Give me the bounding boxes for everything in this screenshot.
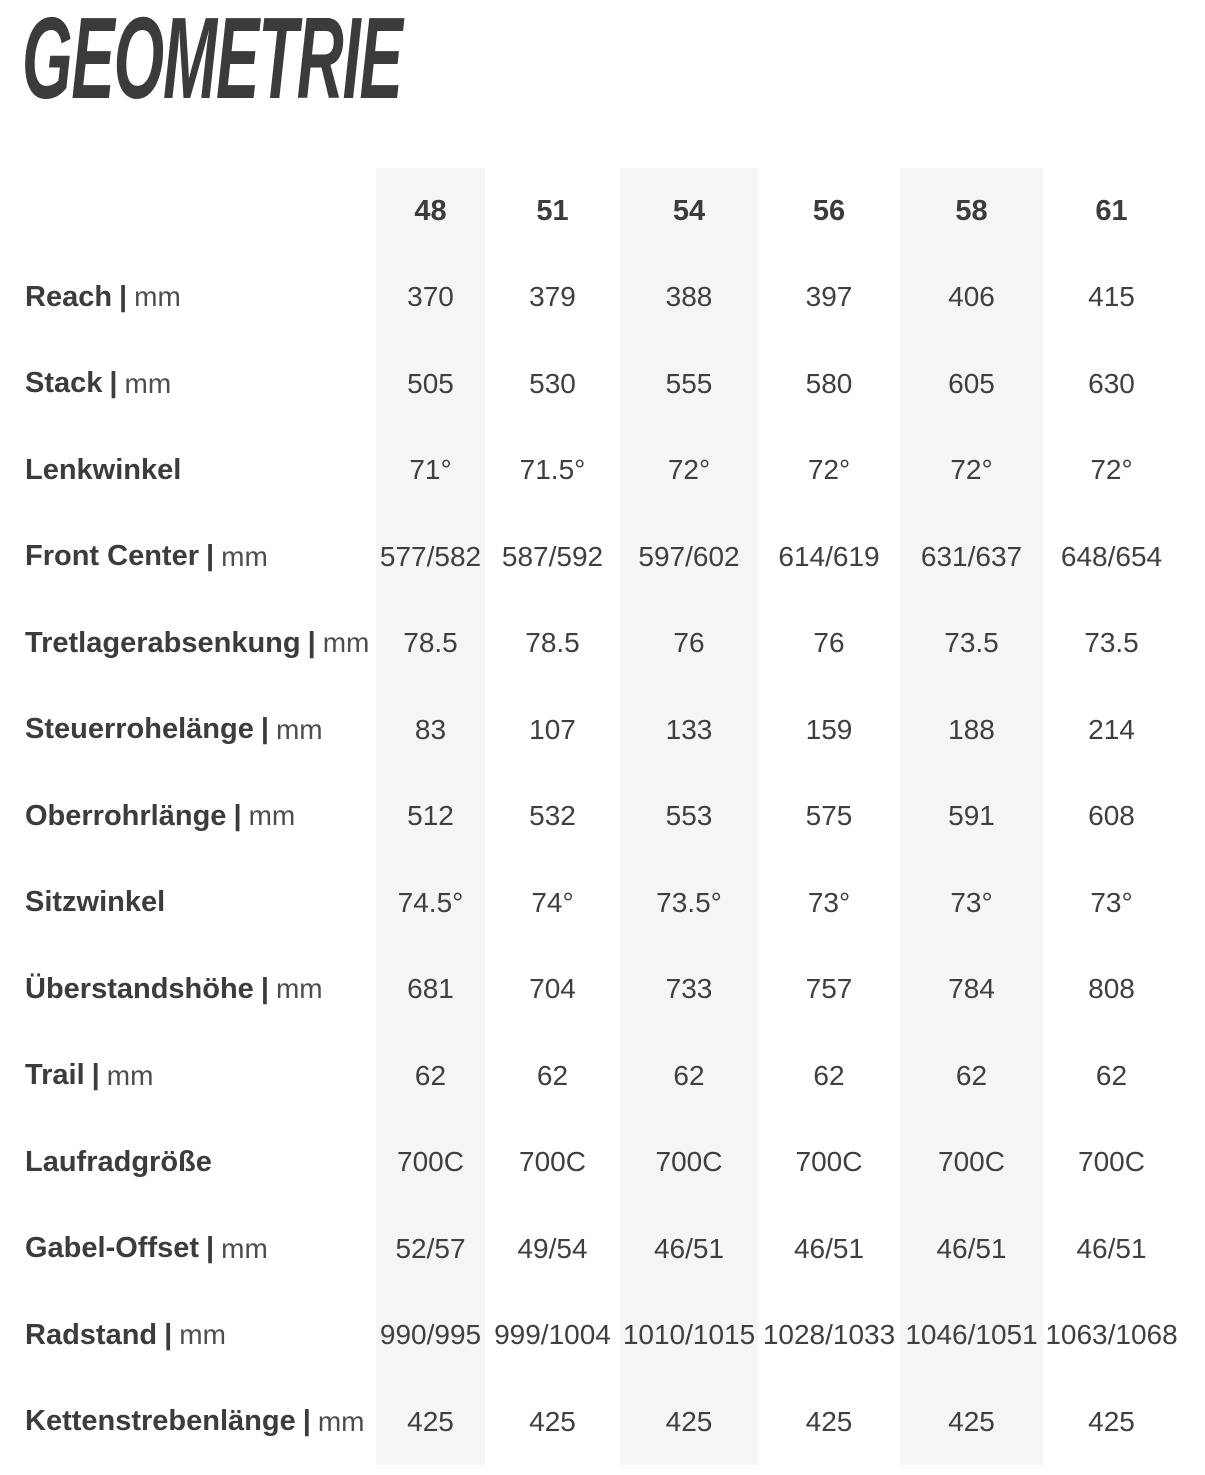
value-cell: 71.5° (519, 454, 586, 486)
row-label-text: Trail (25, 1059, 85, 1092)
value-cell: 74° (531, 886, 574, 918)
value-cell: 62 (620, 1033, 758, 1120)
value-cell: 425 (900, 1379, 1043, 1466)
unit-separator: | (206, 540, 215, 573)
value-cell: 425 (805, 1405, 853, 1437)
row-unit: mm (248, 800, 296, 832)
value-cell: 107 (529, 713, 576, 745)
column-header-56: 56 (812, 194, 846, 227)
value-cell: 388 (620, 254, 758, 341)
value-cell: 62 (376, 1033, 485, 1120)
value-cell: 631/637 (900, 514, 1043, 601)
row-label (0, 773, 376, 860)
value-cell: 704 (529, 973, 576, 1005)
value-cell: 700C (620, 1119, 758, 1206)
row-label (0, 427, 376, 514)
value-cell: 74.5° (376, 860, 485, 947)
row-label (0, 1033, 376, 1120)
value-cell: 575 (805, 800, 853, 832)
unit-separator: | (233, 799, 242, 832)
value-cell: 379 (529, 281, 576, 313)
value-cell: 83 (376, 687, 485, 774)
value-cell: 614/619 (778, 540, 880, 572)
value-cell: 73.5 (1084, 627, 1139, 659)
column-header-58: 58 (900, 168, 1043, 254)
row-unit: mm (275, 713, 323, 745)
value-cell: 62 (1095, 1059, 1128, 1091)
row-label-text: Lenkwinkel (25, 453, 182, 486)
value-cell: 591 (900, 773, 1043, 860)
value-cell: 1010/1015 (620, 1292, 758, 1379)
row-label-text: Reach (25, 280, 113, 313)
row-unit: mm (275, 973, 323, 1005)
value-cell: 681 (376, 946, 485, 1033)
value-cell: 1028/1033 (762, 1319, 896, 1351)
row-label (0, 254, 376, 341)
value-cell: 648/654 (1060, 540, 1163, 572)
row-label (0, 514, 376, 601)
value-cell: 1046/1051 (900, 1292, 1043, 1379)
row-unit: mm (221, 540, 268, 572)
value-cell: 597/602 (620, 514, 758, 601)
value-cell: 72° (620, 427, 758, 514)
row-unit: mm (317, 1405, 365, 1437)
page-title: GEOMETRIE (22, 0, 402, 123)
value-cell: 530 (529, 367, 576, 399)
value-cell: 577/582 (376, 514, 485, 601)
value-cell: 188 (900, 687, 1043, 774)
row-label-text: Laufradgröße (25, 1145, 212, 1178)
unit-separator: | (109, 367, 118, 400)
value-cell: 62 (536, 1059, 569, 1091)
value-cell: 73° (900, 860, 1043, 947)
value-cell: 46/51 (793, 1232, 865, 1264)
value-cell: 630 (1088, 367, 1135, 399)
value-cell: 605 (900, 341, 1043, 428)
value-cell: 71° (376, 427, 485, 514)
row-unit: mm (322, 627, 370, 659)
value-cell: 73° (807, 886, 851, 918)
value-cell: 72° (900, 427, 1043, 514)
value-cell: 76 (813, 627, 845, 659)
value-cell: 425 (1088, 1405, 1135, 1437)
value-cell: 425 (620, 1379, 758, 1466)
row-label-text: Gabel-Offset (25, 1232, 200, 1265)
value-cell: 555 (620, 341, 758, 428)
row-label-text: Kettenstrebenlänge (25, 1405, 296, 1438)
row-label (0, 687, 376, 774)
column-header-48: 48 (376, 168, 485, 254)
row-label-text: Radstand (25, 1318, 158, 1351)
value-cell: 425 (529, 1405, 576, 1437)
value-cell: 505 (376, 341, 485, 428)
row-unit: mm (124, 367, 172, 399)
value-cell: 532 (529, 800, 576, 832)
value-cell: 62 (900, 1033, 1043, 1120)
value-cell: 76 (620, 600, 758, 687)
value-cell: 52/57 (376, 1206, 485, 1293)
row-label-text: Sitzwinkel (25, 886, 166, 919)
value-cell: 78.5 (376, 600, 485, 687)
unit-separator: | (91, 1059, 100, 1092)
column-header-54: 54 (620, 168, 758, 254)
value-cell: 62 (813, 1059, 845, 1091)
row-label-text: Überstandshöhe (25, 972, 254, 1005)
row-unit: mm (106, 1059, 154, 1091)
value-cell: 72° (807, 454, 851, 486)
value-cell: 415 (1088, 281, 1135, 313)
value-cell: 700C (795, 1146, 863, 1178)
unit-separator: | (206, 1232, 215, 1265)
row-label-text: Steuerrohelänge (25, 713, 254, 746)
row-unit: mm (221, 1232, 268, 1264)
row-unit: mm (179, 1319, 226, 1351)
column-header-61: 61 (1095, 194, 1128, 227)
unit-separator: | (260, 972, 269, 1005)
value-cell: 757 (805, 973, 853, 1005)
value-cell: 784 (900, 946, 1043, 1033)
row-label-text: Front Center (25, 540, 199, 573)
value-cell: 808 (1088, 973, 1135, 1005)
value-cell: 72° (1090, 454, 1133, 486)
geometry-table (0, 168, 1180, 1465)
row-label (0, 1379, 376, 1466)
unit-separator: | (164, 1318, 173, 1351)
value-cell: 733 (620, 946, 758, 1033)
row-label-text: Stack (25, 367, 103, 400)
value-cell: 73.5° (620, 860, 758, 947)
value-cell: 214 (1088, 713, 1135, 745)
unit-separator: | (307, 626, 316, 659)
header-spacer (0, 168, 376, 254)
row-label-text: Oberrohrlänge (25, 799, 227, 832)
value-cell: 608 (1088, 800, 1135, 832)
row-label (0, 946, 376, 1033)
value-cell: 580 (805, 367, 853, 399)
column-header-51: 51 (536, 194, 569, 227)
value-cell: 46/51 (900, 1206, 1043, 1293)
row-label (0, 1206, 376, 1293)
value-cell: 425 (376, 1379, 485, 1466)
value-cell: 49/54 (517, 1232, 588, 1264)
row-label (0, 860, 376, 947)
value-cell: 553 (620, 773, 758, 860)
unit-separator: | (119, 280, 128, 313)
row-label-text: Tretlagerabsenkung (25, 626, 301, 659)
row-label (0, 341, 376, 428)
value-cell: 73.5 (900, 600, 1043, 687)
row-label (0, 600, 376, 687)
value-cell: 587/592 (501, 540, 604, 572)
value-cell: 406 (900, 254, 1043, 341)
value-cell: 397 (805, 281, 853, 313)
value-cell: 512 (376, 773, 485, 860)
unit-separator: | (260, 713, 269, 746)
value-cell: 700C (900, 1119, 1043, 1206)
value-cell: 1063/1068 (1045, 1319, 1178, 1351)
value-cell: 700C (519, 1146, 586, 1178)
value-cell: 73° (1090, 886, 1133, 918)
value-cell: 133 (620, 687, 758, 774)
value-cell: 159 (805, 713, 853, 745)
value-cell: 990/995 (376, 1292, 485, 1379)
value-cell: 78.5 (525, 627, 580, 659)
row-label (0, 1292, 376, 1379)
row-unit: mm (134, 281, 181, 313)
value-cell: 370 (376, 254, 485, 341)
unit-separator: | (302, 1405, 311, 1438)
value-cell: 46/51 (1076, 1232, 1147, 1264)
value-cell: 700C (376, 1119, 485, 1206)
value-cell: 999/1004 (494, 1319, 611, 1351)
row-label (0, 1119, 376, 1206)
value-cell: 46/51 (620, 1206, 758, 1293)
value-cell: 700C (1078, 1146, 1145, 1178)
